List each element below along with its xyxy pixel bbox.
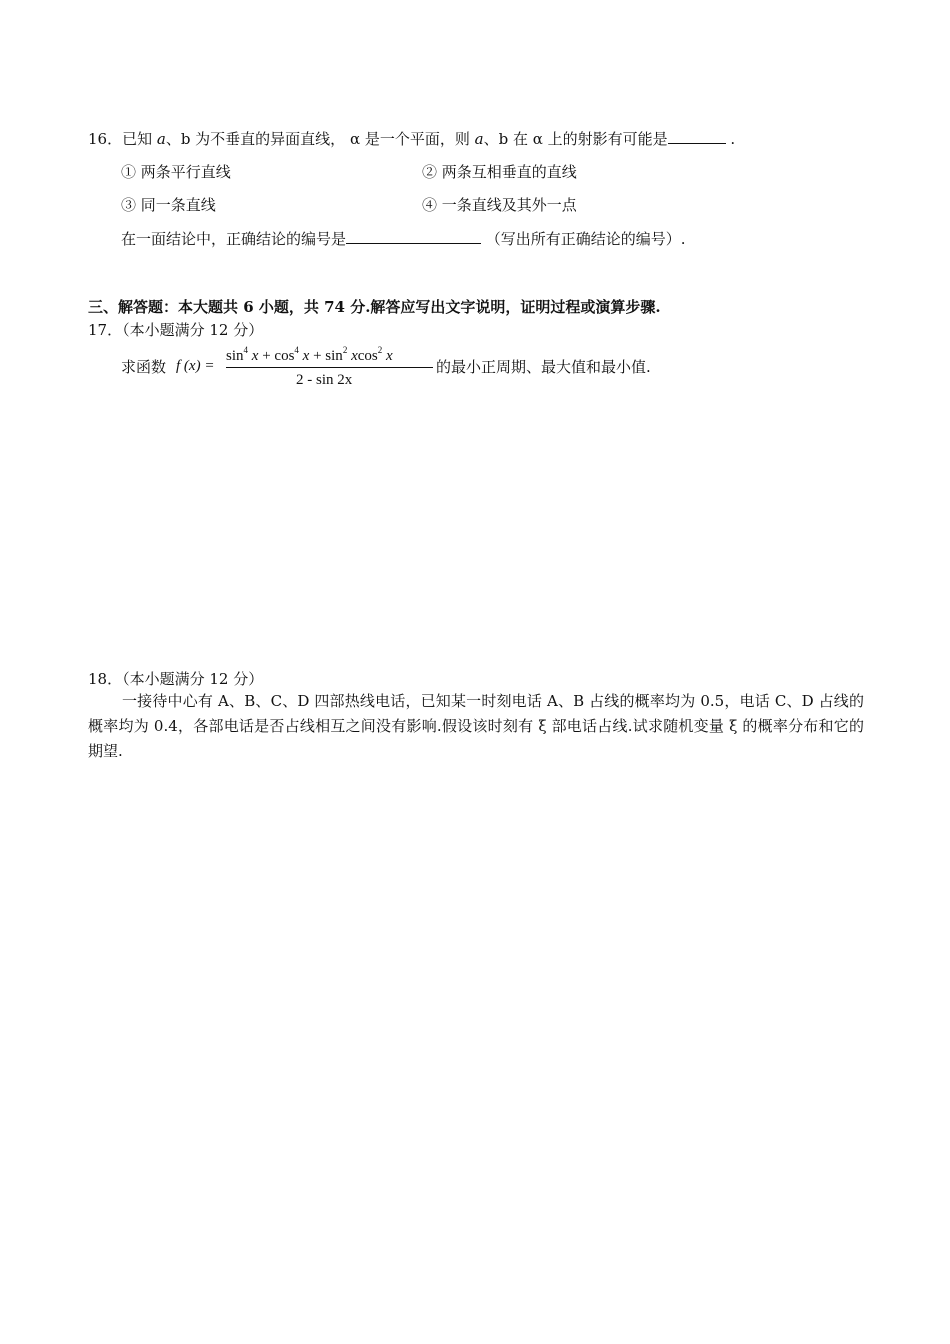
q16-text-end: . bbox=[725, 130, 736, 148]
num-sin-a: sin bbox=[226, 348, 244, 364]
q16-var-a2: a bbox=[474, 130, 484, 148]
q16-line4 bbox=[121, 228, 686, 249]
num-plus-a: + bbox=[262, 348, 271, 364]
q16-var-a1: a bbox=[156, 130, 166, 148]
num-x-b: x bbox=[302, 348, 310, 364]
num-cos-b: cos bbox=[357, 348, 378, 364]
q16-text-post: 、b 在 α 上的射影有可能是 bbox=[483, 130, 668, 148]
q16-option-2: ② 两条互相垂直的直线 bbox=[422, 163, 577, 181]
q17-post: 的最小正周期、最大值和最小值. bbox=[436, 358, 651, 376]
q17-numerator bbox=[226, 345, 393, 365]
num-exp-c: 2 bbox=[342, 345, 348, 355]
q16-line4-post: （写出所有正确结论的编号）. bbox=[481, 230, 686, 248]
section3-heading: 三、解答题：本大题共 6 小题，共 74 分.解答应写出文字说明，证明过程或演算步骤. bbox=[88, 298, 661, 316]
q17-func-label: f (x) = bbox=[176, 358, 215, 374]
q17-fraction bbox=[226, 345, 434, 391]
q16-text-pre: 16．已知 bbox=[88, 130, 157, 148]
num-cos-a: cos bbox=[274, 348, 295, 364]
q16-text-mid: 、b 为不垂直的异面直线， α 是一个平面，则 bbox=[165, 130, 475, 148]
num-exp-d: 2 bbox=[377, 345, 383, 355]
q16-option-1: ① 两条平行直线 bbox=[121, 163, 231, 181]
q17-pre: 求函数 bbox=[121, 358, 167, 376]
q16-option-3: ③ 同一条直线 bbox=[121, 196, 216, 214]
num-sin-b: sin bbox=[325, 348, 343, 364]
q17-header: 17．（本小题满分 12 分） bbox=[88, 321, 264, 339]
num-x-c: x bbox=[351, 348, 358, 364]
num-x-d: x bbox=[385, 348, 393, 364]
q18-body: 一接待中心有 A、B、C、D 四部热线电话，已知某一时刻电话 A、B 占线的概率均为 0.5，电话 C、D 占线的概率均为 0.4，各部电话是否占线相互之间没有影响.假设该时刻有 ξ 部电话占线.试求随机变量 ξ 的概率分布和它的期望. bbox=[88, 692, 864, 760]
num-exp-b: 4 bbox=[294, 345, 299, 355]
q16-line1 bbox=[88, 128, 735, 149]
num-x-a: x bbox=[251, 348, 259, 364]
q16-conclusion-blank[interactable] bbox=[346, 229, 481, 244]
fraction-bar bbox=[226, 367, 433, 368]
num-plus-b: + bbox=[313, 348, 322, 364]
q16-option-4: ④ 一条直线及其外一点 bbox=[422, 196, 577, 214]
q17-denominator: 2 - sin 2x bbox=[296, 372, 353, 388]
q16-line4-pre: 在一面结论中，正确结论的编号是 bbox=[121, 230, 347, 248]
q18-header: 18．（本小题满分 12 分） bbox=[88, 670, 264, 688]
q16-answer-blank[interactable] bbox=[668, 129, 726, 144]
num-exp-a: 4 bbox=[243, 345, 249, 355]
